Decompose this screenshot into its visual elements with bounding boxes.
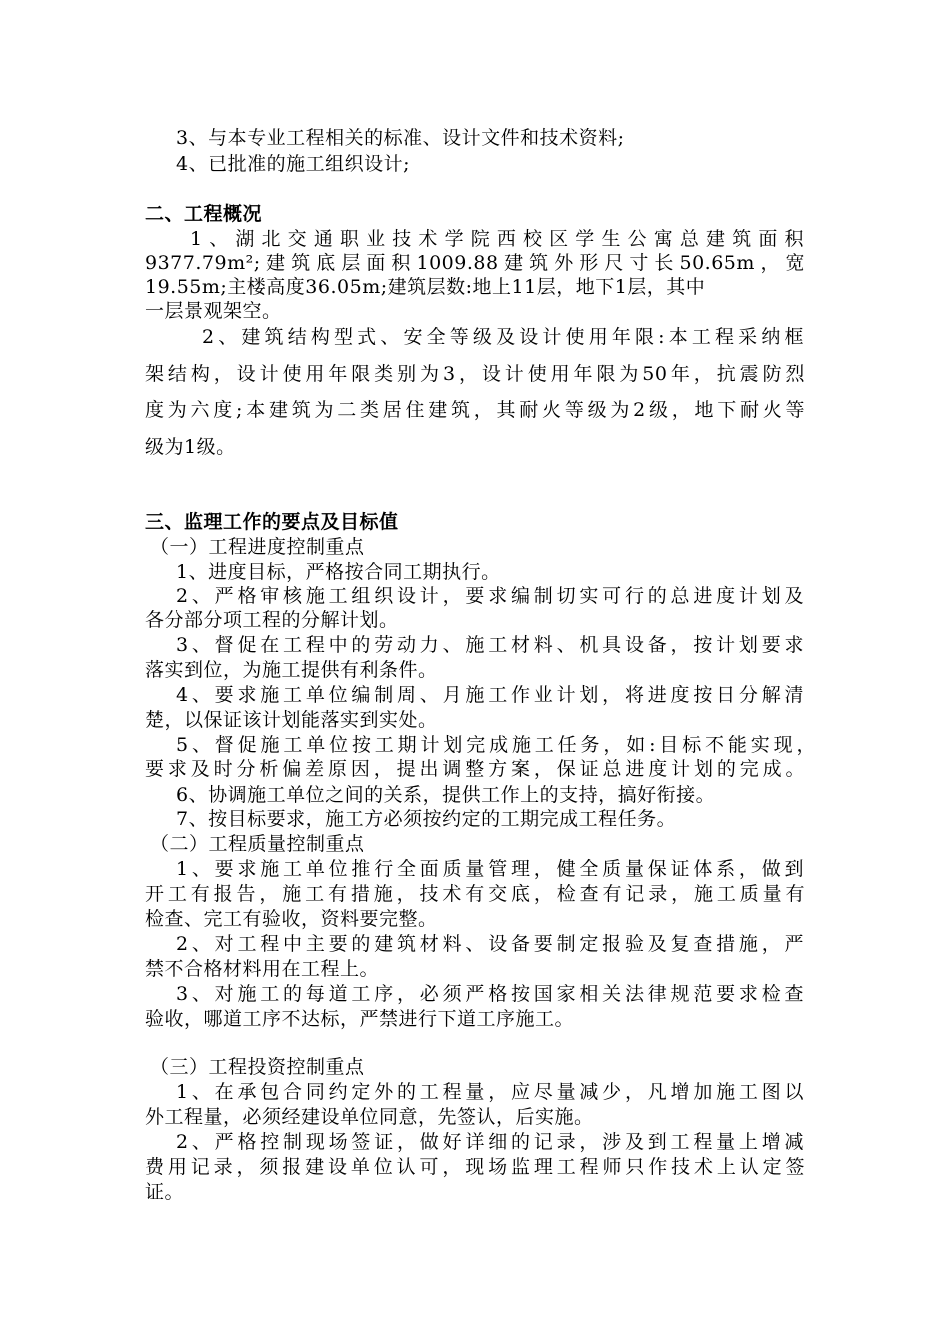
subsection-heading: （二）工程质量控制重点 xyxy=(150,833,365,855)
text-line: 证。 xyxy=(145,1181,185,1203)
section-heading: 三、监理工作的要点及目标值 xyxy=(145,511,399,533)
text-line: 费用记录，须报建设单位认可，现场监理工程师只作技术上认定签 xyxy=(145,1156,805,1178)
text-line: 5、督促施工单位按工期计划完成施工任务，如:目标不能实现， xyxy=(176,734,816,756)
text-line: 4、已批准的施工组织设计; xyxy=(176,153,410,175)
text-line: 开工有报告，施工有措施，技术有交底，检查有记录，施工质量有 xyxy=(145,883,805,905)
text-line: 架结构，设计使用年限类别为3，设计使用年限为50年，抗震防烈 xyxy=(145,363,805,385)
text-line: 2、对工程中主要的建筑材料、设备要制定报验及复查措施，严 xyxy=(176,933,804,955)
text-line: 落实到位，为施工提供有利条件。 xyxy=(145,659,438,681)
text-line: 19.55m;主楼高度36.05m;建筑层数:地上11层，地下1层，其中 xyxy=(145,276,706,298)
text-line: 2、严格审核施工组织设计，要求编制切实可行的总进度计划及 xyxy=(176,585,804,607)
text-line: 3、督促在工程中的劳动力、施工材料、机具设备，按计划要求 xyxy=(176,634,804,656)
text-line: 3、对施工的每道工序，必须严格按国家相关法律规范要求检查 xyxy=(176,983,804,1005)
text-line: 4、要求施工单位编制周、月施工作业计划，将进度按日分解清 xyxy=(176,684,804,706)
text-line: 1、要求施工单位推行全面质量管理，健全质量保证体系，做到 xyxy=(176,858,804,880)
text-line: 检查、完工有验收，资料要完整。 xyxy=(145,908,438,930)
text-line: 9377.79m²;建筑底层面积1009.88建筑外形尺寸长50.65m，宽 xyxy=(145,252,805,274)
text-line: 验收，哪道工序不达标，严禁进行下道工序施工。 xyxy=(145,1008,575,1030)
text-line: 外工程量，必须经建设单位同意，先签认，后实施。 xyxy=(145,1106,594,1128)
text-line: 6、协调施工单位之间的关系，提供工作上的支持，搞好衔接。 xyxy=(176,784,716,806)
text-line: 1、湖北交通职业技术学院西校区学生公寓总建筑面积 xyxy=(190,228,804,250)
subsection-heading: （三）工程投资控制重点 xyxy=(150,1056,365,1078)
text-line: 一层景观架空。 xyxy=(145,300,282,322)
text-line: 1、在承包合同约定外的工程量，应尽量减少，凡增加施工图以 xyxy=(176,1081,804,1103)
text-line: 楚，以保证该计划能落实到实处。 xyxy=(145,709,438,731)
section-heading: 二、工程概况 xyxy=(145,203,263,225)
text-line: 3、与本专业工程相关的标准、设计文件和技术资料; xyxy=(176,127,625,149)
text-line: 度为六度;本建筑为二类居住建筑，其耐火等级为2级，地下耐火等 xyxy=(145,399,805,421)
text-line: 7、按目标要求，施工方必须按约定的工期完成工程任务。 xyxy=(176,808,677,830)
text-line: 2、建筑结构型式、安全等级及设计使用年限:本工程采纳框 xyxy=(202,326,804,348)
text-line: 禁不合格材料用在工程上。 xyxy=(145,958,380,980)
text-line: 各分部分项工程的分解计划。 xyxy=(145,609,399,631)
subsection-heading: （一）工程进度控制重点 xyxy=(150,536,365,558)
text-line: 级为1级。 xyxy=(145,436,236,458)
text-line: 2、严格控制现场签证，做好详细的记录，涉及到工程量上增减 xyxy=(176,1131,804,1153)
text-line: 要求及时分析偏差原因，提出调整方案，保证总进度计划的完成。 xyxy=(145,758,805,780)
text-line: 1、进度目标，严格按合同工期执行。 xyxy=(176,561,501,583)
